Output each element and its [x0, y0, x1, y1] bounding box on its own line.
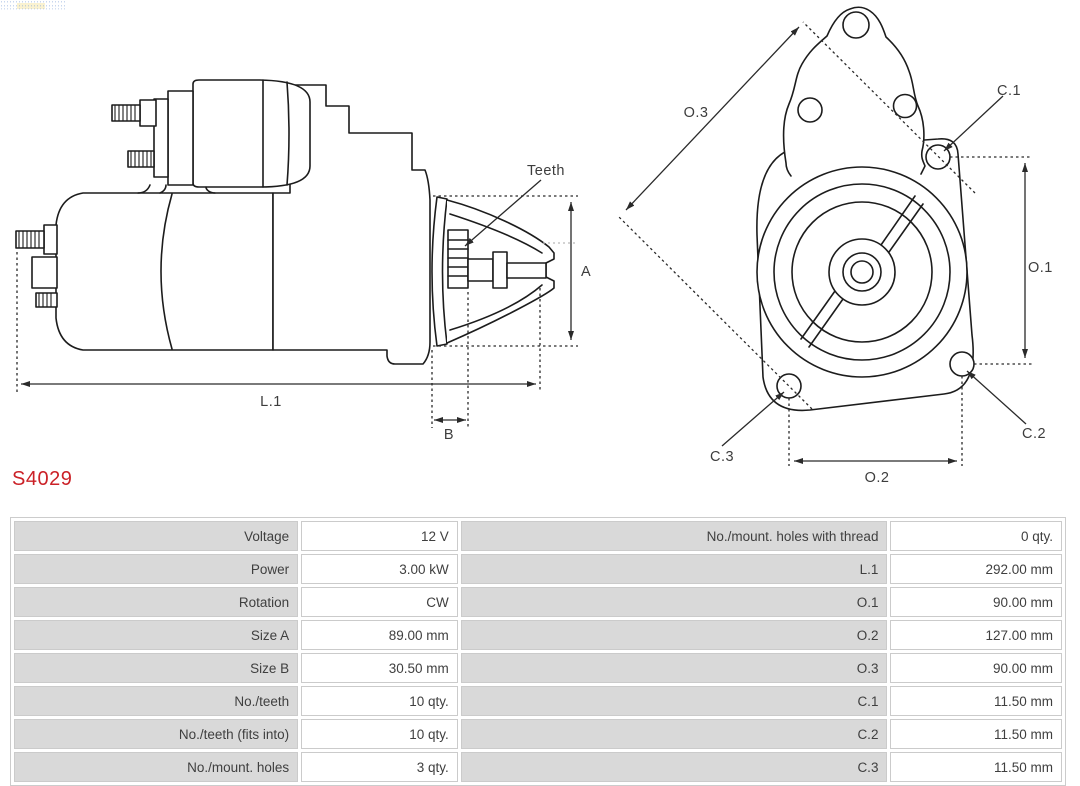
- motor-stud-thread: [16, 231, 44, 248]
- solenoid-end-block: [168, 91, 193, 185]
- motor-terminal-washer: [44, 225, 57, 254]
- terminal-stud2-thread: [128, 151, 154, 167]
- spec-value: 12 V: [301, 521, 458, 551]
- solenoid-body: [193, 80, 310, 187]
- part-number-title: S4029: [12, 468, 73, 490]
- dim-a-label: A: [581, 264, 592, 280]
- c1-leader-arrow: [944, 96, 1003, 151]
- dim-l1-label: L.1: [260, 394, 282, 410]
- table-row: [14, 521, 1062, 551]
- spec-value: 292.00 mm: [890, 554, 1062, 584]
- spec-value: 11.50 mm: [890, 752, 1062, 782]
- table-row: [14, 752, 1062, 782]
- dim-o1-label: O.1: [1028, 260, 1053, 276]
- tower-top-hole: [843, 12, 869, 38]
- dim-c2-label: C.2: [1022, 426, 1047, 442]
- table-row: [14, 686, 1062, 716]
- spec-value: CW: [301, 587, 458, 617]
- spec-label: C.1: [461, 686, 888, 716]
- dim-o2-label: O.2: [864, 470, 890, 486]
- spec-label: O.3: [461, 653, 888, 683]
- shaft-tip: [507, 263, 546, 278]
- spec-label: No./mount. holes: [14, 752, 298, 782]
- spec-value: 10 qty.: [301, 719, 458, 749]
- spec-value: 11.50 mm: [890, 686, 1062, 716]
- spec-value: 30.50 mm: [301, 653, 458, 683]
- table-row: [14, 620, 1062, 650]
- dim-b-label: B: [443, 427, 455, 443]
- mount-hole-c2: [950, 352, 974, 376]
- spec-label: Rotation: [14, 587, 298, 617]
- table-row: [14, 587, 1062, 617]
- c3-leader-arrow: [722, 392, 784, 446]
- spec-label: C.2: [461, 719, 888, 749]
- spec-label: No./teeth (fits into): [14, 719, 298, 749]
- tower-right-hole: [894, 95, 917, 118]
- spec-label: Voltage: [14, 521, 298, 551]
- spec-value: 3.00 kW: [301, 554, 458, 584]
- motor-terminal-block: [32, 257, 57, 288]
- teeth-label: Teeth: [527, 163, 565, 179]
- terminal-washer: [140, 100, 156, 126]
- side-view-drawing: [16, 80, 554, 364]
- c2-leader-arrow: [967, 371, 1026, 424]
- spec-value: 127.00 mm: [890, 620, 1062, 650]
- pinion-shaft: [468, 259, 493, 281]
- pinion-gear: [448, 230, 468, 288]
- front-view-drawing: [757, 7, 974, 410]
- terminal-stud-thread: [112, 105, 140, 121]
- motor-body: [56, 193, 273, 350]
- tower-left-hole: [798, 98, 822, 122]
- dim-c1-label: C.1: [997, 83, 1022, 99]
- spec-label: No./teeth: [14, 686, 298, 716]
- spec-value: 89.00 mm: [301, 620, 458, 650]
- shaft-nut: [493, 252, 507, 288]
- spec-label: O.1: [461, 587, 888, 617]
- spec-value: 3 qty.: [301, 752, 458, 782]
- dim-c3-label: C.3: [710, 449, 735, 465]
- spec-label: C.3: [461, 752, 888, 782]
- table-row: [14, 719, 1062, 749]
- spec-label: Power: [14, 554, 298, 584]
- spec-label: No./mount. holes with thread: [461, 521, 888, 551]
- table-row: [14, 554, 1062, 584]
- spec-label: Size B: [14, 653, 298, 683]
- spec-value: 90.00 mm: [890, 587, 1062, 617]
- spec-table: [10, 517, 1066, 786]
- spec-label: Size A: [14, 620, 298, 650]
- spec-value: 11.50 mm: [890, 719, 1062, 749]
- spec-label: L.1: [461, 554, 888, 584]
- bell-rim: [432, 197, 447, 346]
- spec-value: 0 qty.: [890, 521, 1062, 551]
- spec-value: 90.00 mm: [890, 653, 1062, 683]
- spec-value: 10 qty.: [301, 686, 458, 716]
- dim-o3-label: O.3: [683, 105, 709, 121]
- table-row: [14, 653, 1062, 683]
- spec-label: O.2: [461, 620, 888, 650]
- shaft-center-hole: [851, 261, 873, 283]
